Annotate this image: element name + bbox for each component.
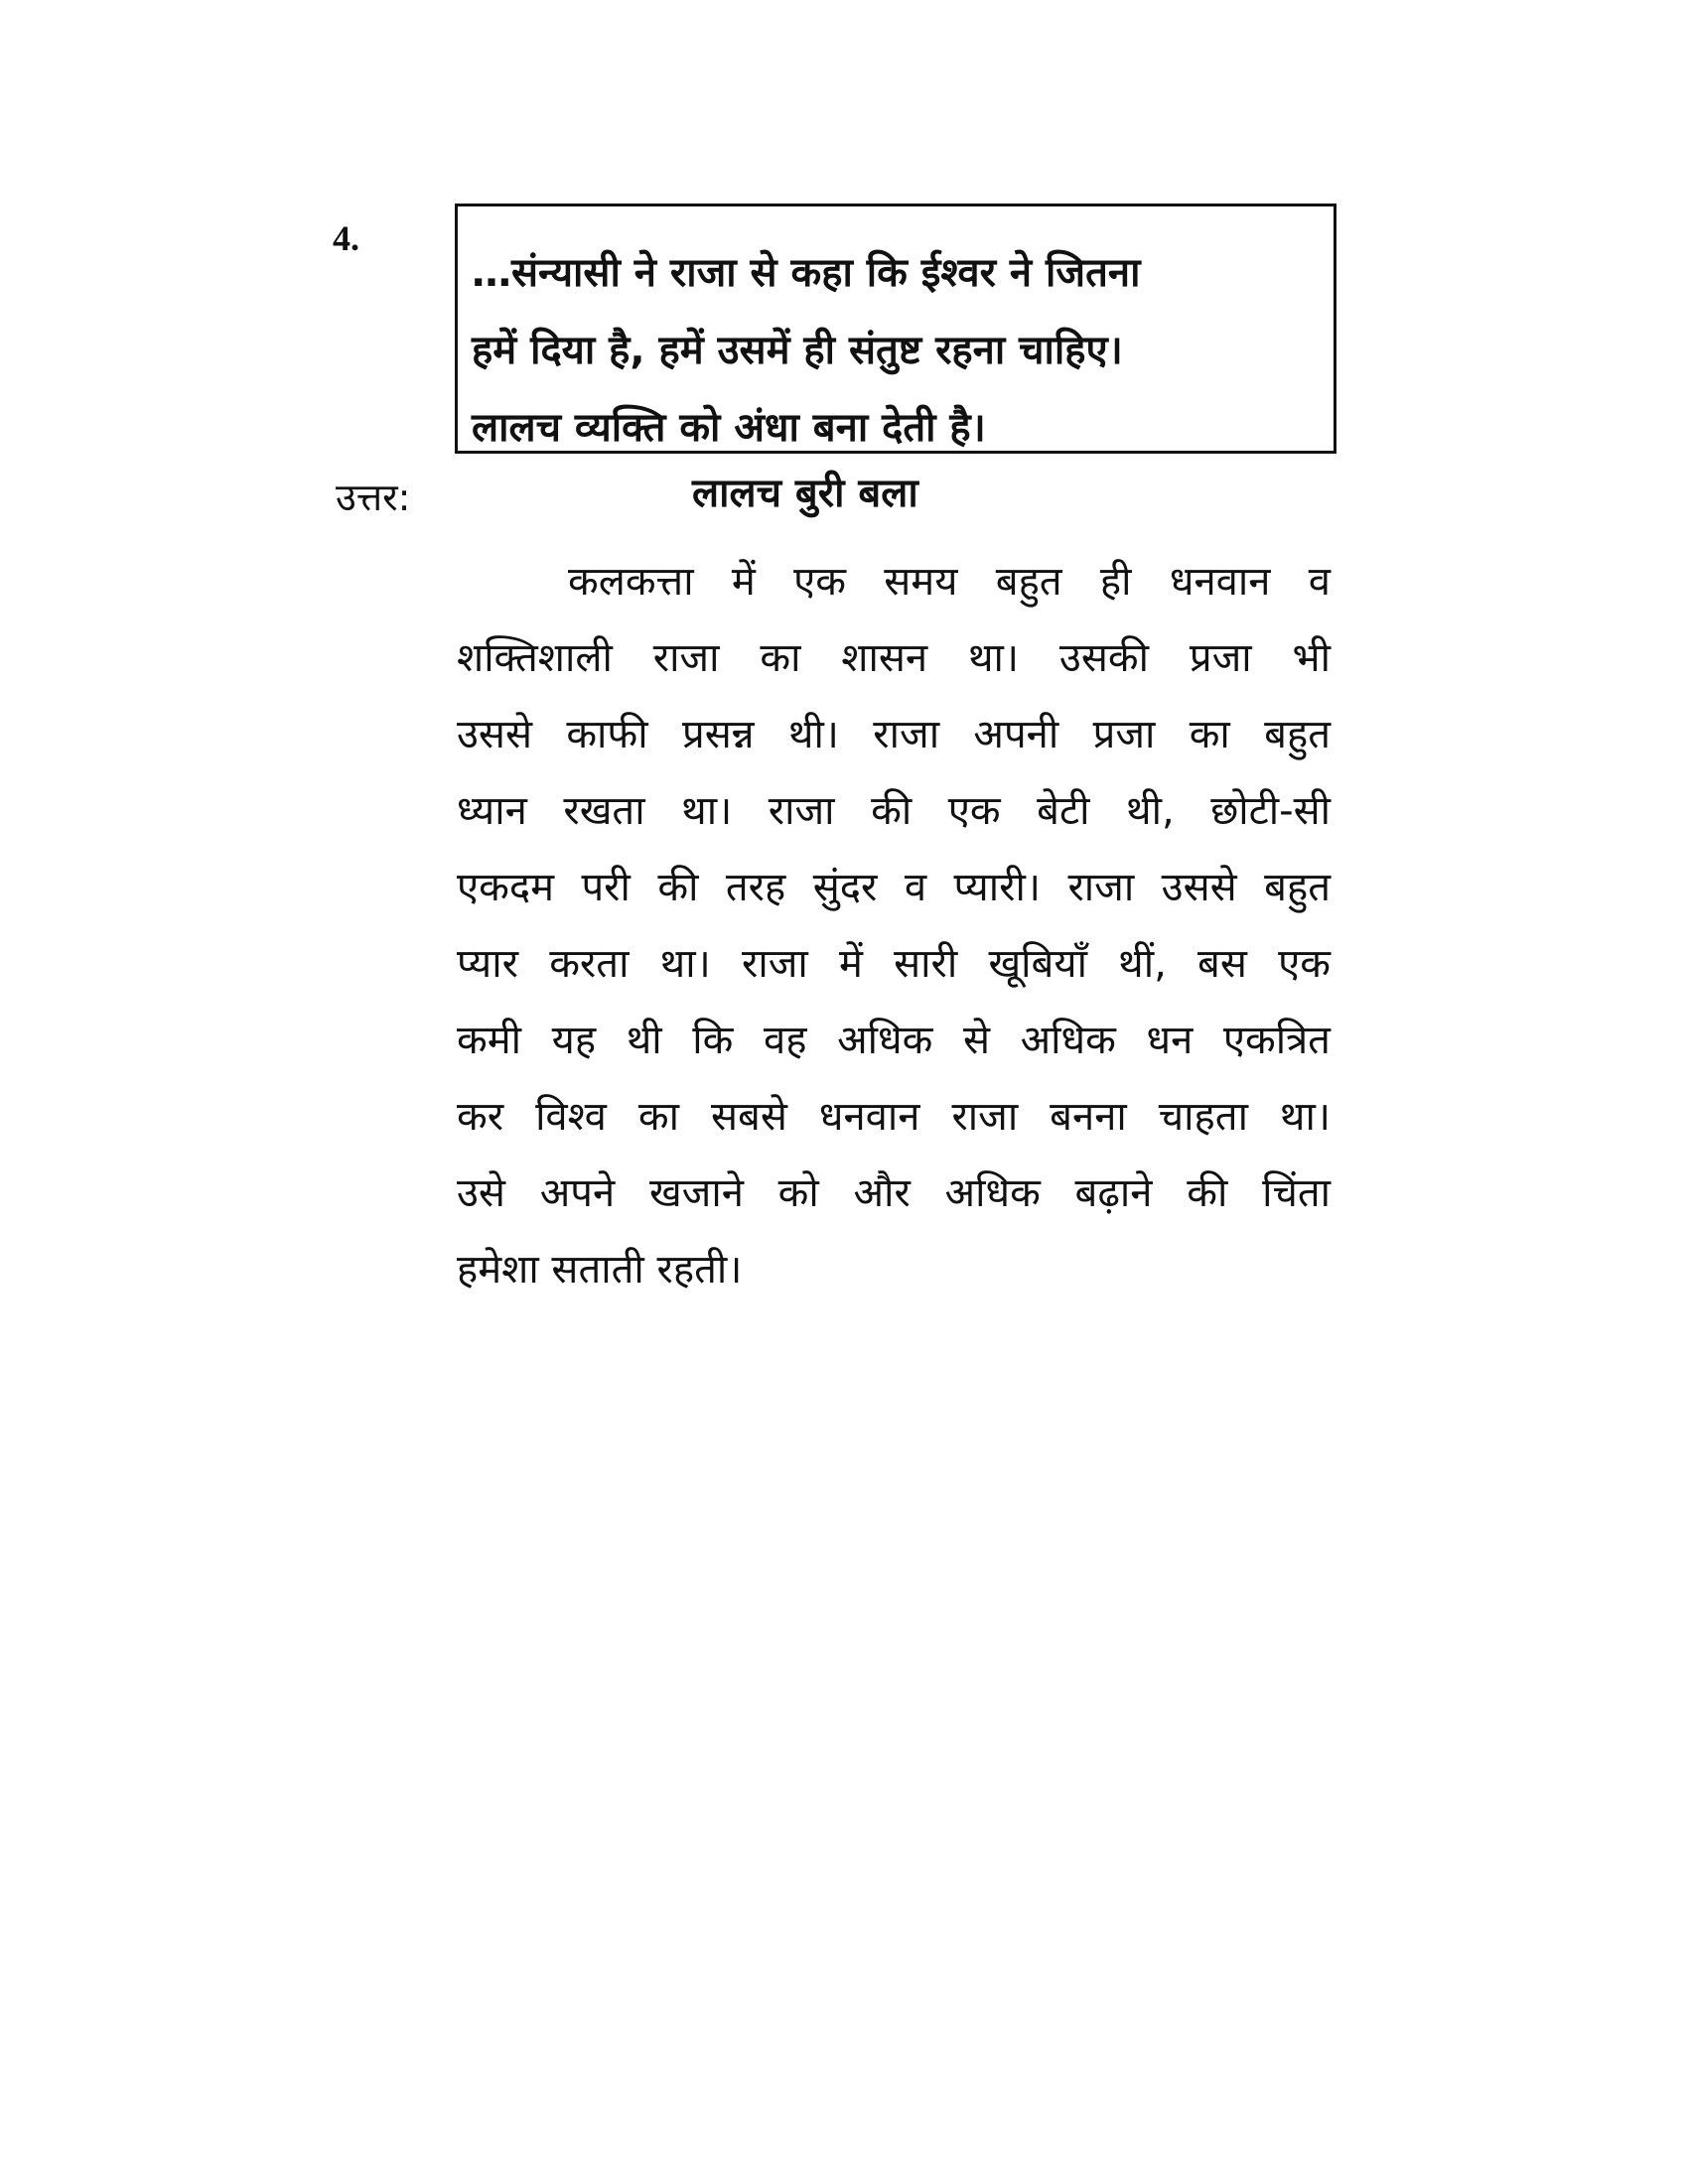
prompt-line: हमें दिया है, हमें उसमें ही संतुष्ट रहना चाहिए। xyxy=(472,328,1123,373)
story-title: लालच बुरी बला xyxy=(692,471,918,516)
story-line: हमेशा सताती रहती। xyxy=(457,1247,743,1293)
prompt-line: …संन्यासी ने राजा से कहा कि ईश्वर ने जितना xyxy=(472,250,1141,296)
question-number: 4. xyxy=(333,218,359,258)
story-line: कलकत्ता में एक समय बहुत ही धनवान व xyxy=(568,559,1331,605)
prompt-line: लालच व्यक्ति को अंधा बना देती है। xyxy=(472,405,986,451)
story-line: प्यार करता था। राजा में सारी खूबियाँ थीं, बस एक xyxy=(457,941,1331,987)
question-prompt-box xyxy=(455,204,1336,454)
story-line: कर विश्व का सबसे धनवान राजा बनना चाहता था। xyxy=(457,1094,1331,1140)
story-line: उसे अपने खजाने को और अधिक बढ़ाने की चिंता xyxy=(457,1170,1331,1216)
story-line: ध्यान रखता था। राजा की एक बेटी थी, छोटी-सी xyxy=(457,788,1331,834)
story-line: शक्तिशाली राजा का शासन था। उसकी प्रजा भी xyxy=(457,635,1331,681)
story-line: उससे काफी प्रसन्न थी। राजा अपनी प्रजा का बहुत xyxy=(457,712,1331,757)
story-line: कमी यह थी कि वह अधिक से अधिक धन एकत्रित xyxy=(457,1018,1331,1063)
story-line: एकदम परी की तरह सुंदर व प्यारी। राजा उससे बहुत xyxy=(457,865,1331,910)
answer-label: उत्तर: xyxy=(336,476,411,519)
story-body xyxy=(457,544,1331,1308)
